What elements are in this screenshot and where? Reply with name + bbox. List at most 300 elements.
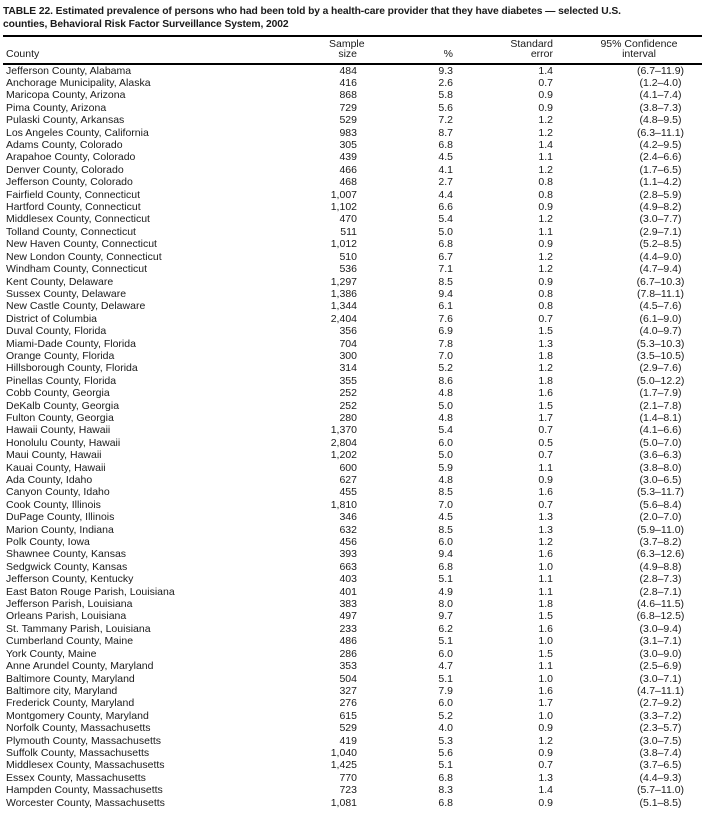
cell-standard-error: 0.9 [538, 722, 553, 735]
table-row [3, 263, 702, 275]
header-row [3, 37, 702, 64]
cell-standard-error: 1.1 [538, 461, 553, 474]
cell-county: Anne Arundel County, Maryland [6, 660, 154, 673]
cell-percent: 8.6 [438, 374, 453, 387]
cell-county: Jefferson County, Kentucky [6, 573, 134, 586]
cell-confidence-interval: (3.1–7.1) [639, 635, 682, 648]
cell-percent: 2.6 [438, 77, 453, 89]
cell-county: Jefferson Parish, Louisiana [6, 598, 133, 611]
cell-confidence-interval: (1.2–4.0) [639, 77, 682, 89]
cell-percent: 5.2 [438, 362, 453, 375]
cell-confidence-interval: (5.9–11.0) [636, 523, 685, 536]
table-row [3, 64, 702, 77]
cell-percent: 6.8 [438, 238, 453, 251]
cell-confidence-interval: (3.6–6.3) [639, 449, 682, 462]
cell-confidence-interval: (5.3–11.7) [636, 486, 685, 499]
cell-sample-size: 327 [339, 684, 357, 697]
cell-percent: 7.0 [438, 349, 453, 362]
cell-confidence-interval: (3.7–6.5) [639, 759, 682, 772]
cell-sample-size: 314 [339, 362, 357, 375]
cell-percent: 5.1 [438, 759, 453, 772]
table-body [3, 64, 702, 809]
cell-sample-size: 455 [339, 486, 357, 499]
cell-percent: 8.0 [438, 598, 453, 611]
cell-percent: 9.7 [438, 610, 453, 623]
table-row [3, 586, 702, 598]
cell-percent: 9.3 [438, 64, 453, 77]
cell-percent: 5.0 [438, 399, 453, 412]
cell-standard-error: 1.0 [538, 672, 553, 685]
cell-standard-error: 1.3 [538, 337, 553, 350]
cell-standard-error: 1.5 [538, 325, 553, 338]
cell-percent: 8.5 [438, 486, 453, 499]
cell-sample-size: 497 [339, 610, 357, 623]
table-row [3, 201, 702, 213]
cell-county: Pulaski County, Arkansas [6, 114, 125, 127]
cell-sample-size: 466 [339, 163, 357, 176]
cell-sample-size: 416 [339, 77, 357, 89]
col-header-std-line1: Standard [510, 38, 553, 50]
cell-county: St. Tammany Parish, Louisiana [6, 622, 151, 635]
cell-sample-size: 419 [339, 734, 357, 747]
cell-percent: 5.2 [438, 709, 453, 722]
cell-confidence-interval: (6.1–9.0) [639, 312, 682, 325]
cell-confidence-interval: (4.6–11.5) [636, 598, 685, 611]
cell-confidence-interval: (5.2–8.5) [639, 238, 682, 251]
cell-sample-size: 1,810 [330, 498, 357, 511]
cell-standard-error: 0.7 [538, 312, 553, 325]
table-row [3, 300, 702, 312]
table-row [3, 722, 702, 734]
cell-county: Kent County, Delaware [6, 275, 114, 288]
cell-percent: 4.8 [438, 411, 453, 424]
table-row [3, 759, 702, 771]
cell-county: Jefferson County, Colorado [6, 176, 133, 189]
cell-county: Essex County, Massachusetts [6, 771, 146, 784]
cell-sample-size: 704 [339, 337, 357, 350]
cell-confidence-interval: (3.0–9.4) [639, 622, 682, 635]
cell-percent: 4.4 [438, 188, 453, 201]
cell-standard-error: 1.2 [538, 163, 553, 176]
cell-county: Cobb County, Georgia [6, 387, 110, 400]
cell-county: New London County, Connecticut [6, 250, 162, 263]
table-row [3, 474, 702, 486]
table-row [3, 548, 702, 560]
cell-sample-size: 280 [339, 411, 357, 424]
cell-standard-error: 0.5 [538, 436, 553, 449]
cell-sample-size: 615 [339, 709, 357, 722]
cell-confidence-interval: (4.7–9.4) [639, 263, 682, 276]
cell-confidence-interval: (4.9–8.2) [639, 201, 682, 214]
cell-standard-error: 1.6 [538, 548, 553, 561]
cell-confidence-interval: (5.0–7.0) [639, 436, 682, 449]
table-row [3, 288, 702, 300]
cell-standard-error: 0.7 [538, 77, 553, 89]
cell-confidence-interval: (2.5–6.9) [639, 660, 682, 673]
cell-standard-error: 1.2 [538, 213, 553, 226]
cell-confidence-interval: (5.7–11.0) [636, 784, 685, 797]
cell-county: Pinellas County, Florida [6, 374, 117, 387]
cell-percent: 5.3 [438, 734, 453, 747]
table-row [3, 114, 702, 126]
cell-county: Miami-Dade County, Florida [6, 337, 136, 350]
cell-confidence-interval: (3.0–6.5) [639, 474, 682, 486]
cell-percent: 4.5 [438, 151, 453, 164]
cell-county: Montgomery County, Maryland [6, 709, 149, 722]
cell-standard-error: 1.3 [538, 771, 553, 784]
cell-standard-error: 0.9 [538, 796, 553, 809]
cell-county: New Castle County, Delaware [6, 300, 146, 313]
cell-standard-error: 1.2 [538, 536, 553, 549]
cell-confidence-interval: (6.8–12.5) [636, 610, 685, 623]
table-row [3, 449, 702, 461]
table-row [3, 89, 702, 101]
col-header-sample-line1: Sample [329, 38, 365, 50]
table-row [3, 735, 702, 747]
cell-sample-size: 346 [339, 511, 357, 524]
cell-sample-size: 1,012 [330, 238, 357, 251]
table-row [3, 276, 702, 288]
cell-sample-size: 600 [339, 461, 357, 474]
cell-county: Frederick County, Maryland [6, 697, 135, 710]
table-row [3, 127, 702, 139]
cell-percent: 7.6 [438, 312, 453, 325]
cell-sample-size: 305 [339, 139, 357, 152]
cell-standard-error: 0.7 [538, 759, 553, 772]
cell-percent: 5.1 [438, 672, 453, 685]
table-row [3, 412, 702, 424]
cell-percent: 5.4 [438, 213, 453, 226]
cell-county: Shawnee County, Kansas [6, 548, 127, 561]
table-row [3, 499, 702, 511]
cell-percent: 6.9 [438, 325, 453, 338]
table-row [3, 710, 702, 722]
cell-county: Suffolk County, Massachusetts [6, 746, 150, 759]
cell-percent: 5.9 [438, 461, 453, 474]
cell-standard-error: 1.4 [538, 64, 553, 77]
cell-sample-size: 300 [339, 349, 357, 362]
cell-confidence-interval: (2.8–5.9) [639, 188, 682, 201]
table-row [3, 350, 702, 362]
cell-sample-size: 983 [339, 126, 357, 139]
cell-county: New Haven County, Connecticut [6, 238, 157, 251]
cell-standard-error: 0.9 [538, 101, 553, 114]
cell-standard-error: 1.1 [538, 151, 553, 164]
cell-percent: 6.1 [438, 300, 453, 313]
cell-percent: 7.2 [438, 114, 453, 127]
cell-percent: 5.0 [438, 225, 453, 238]
cell-percent: 2.7 [438, 176, 453, 189]
cell-sample-size: 529 [339, 722, 357, 735]
cell-confidence-interval: (3.3–7.2) [639, 709, 682, 722]
cell-standard-error: 1.5 [538, 610, 553, 623]
table-row [3, 462, 702, 474]
cell-percent: 5.6 [438, 746, 453, 759]
cell-percent: 5.4 [438, 424, 453, 437]
cell-standard-error: 1.1 [538, 660, 553, 673]
cell-standard-error: 1.2 [538, 250, 553, 263]
cell-county: District of Columbia [6, 312, 98, 325]
cell-county: Windham County, Connecticut [6, 263, 148, 276]
cell-percent: 8.3 [438, 784, 453, 797]
cell-percent: 7.0 [438, 498, 453, 511]
cell-percent: 5.6 [438, 101, 453, 114]
cell-percent: 8.5 [438, 275, 453, 288]
cell-confidence-interval: (3.0–7.7) [639, 213, 682, 226]
cell-confidence-interval: (4.4–9.0) [639, 250, 682, 263]
cell-county: East Baton Rouge Parish, Louisiana [6, 585, 175, 598]
table-row [3, 139, 702, 151]
cell-sample-size: 356 [339, 325, 357, 338]
cell-percent: 6.7 [438, 250, 453, 263]
cell-percent: 9.4 [438, 548, 453, 561]
table-row [3, 673, 702, 685]
table-title-line2: counties, Behavioral Risk Factor Surveillance System, 2002 [3, 18, 289, 30]
cell-confidence-interval: (2.8–7.1) [639, 585, 682, 598]
cell-standard-error: 1.0 [538, 709, 553, 722]
table-row [3, 784, 702, 796]
cell-county: Sussex County, Delaware [6, 287, 127, 300]
table-title [3, 6, 702, 37]
cell-sample-size: 723 [339, 784, 357, 797]
table-row [3, 238, 702, 250]
table-row [3, 747, 702, 759]
table-row [3, 561, 702, 573]
cell-county: Jefferson County, Alabama [6, 64, 132, 77]
cell-percent: 6.8 [438, 771, 453, 784]
cell-percent: 6.2 [438, 622, 453, 635]
col-header-percent: % [361, 37, 454, 64]
cell-confidence-interval: (3.0–7.5) [639, 734, 682, 747]
cell-sample-size: 401 [339, 585, 357, 598]
cell-standard-error: 1.4 [538, 139, 553, 152]
cell-confidence-interval: (2.1–7.8) [639, 399, 682, 412]
table-row [3, 697, 702, 709]
cell-standard-error: 0.7 [538, 498, 553, 511]
cell-county: Tolland County, Connecticut [6, 225, 136, 238]
cell-county: York County, Maine [6, 647, 97, 660]
cell-standard-error: 0.8 [538, 287, 553, 300]
table-row [3, 772, 702, 784]
cell-standard-error: 0.9 [538, 201, 553, 214]
cell-county: Pima County, Arizona [6, 101, 107, 114]
cell-standard-error: 0.9 [538, 746, 553, 759]
cell-county: Fairfield County, Connecticut [6, 188, 141, 201]
cell-confidence-interval: (3.8–8.0) [639, 461, 682, 474]
cell-sample-size: 1,370 [330, 424, 357, 437]
cell-confidence-interval: (2.3–5.7) [639, 722, 682, 735]
table-row [3, 660, 702, 672]
cell-county: Plymouth County, Massachusetts [6, 734, 162, 747]
cell-standard-error: 1.4 [538, 784, 553, 797]
cell-county: Denver County, Colorado [6, 163, 124, 176]
cell-percent: 6.8 [438, 796, 453, 809]
cell-county: Hillsborough County, Florida [6, 362, 138, 375]
cell-county: Maricopa County, Arizona [6, 89, 126, 102]
cell-confidence-interval: (6.3–11.1) [636, 126, 685, 139]
table-row [3, 685, 702, 697]
table-row [3, 400, 702, 412]
cell-confidence-interval: (4.1–6.6) [639, 424, 682, 437]
cell-county: Duval County, Florida [6, 325, 107, 338]
cell-percent: 7.1 [438, 263, 453, 276]
cell-confidence-interval: (1.7–7.9) [639, 387, 682, 400]
cell-standard-error: 1.6 [538, 486, 553, 499]
cell-standard-error: 1.8 [538, 598, 553, 611]
cell-percent: 4.8 [438, 474, 453, 486]
cell-standard-error: 1.6 [538, 684, 553, 697]
cell-percent: 5.1 [438, 635, 453, 648]
cell-sample-size: 1,425 [330, 759, 357, 772]
cell-standard-error: 1.5 [538, 399, 553, 412]
cell-county: Maui County, Hawaii [6, 449, 102, 462]
cell-sample-size: 663 [339, 560, 357, 573]
cell-standard-error: 1.8 [538, 349, 553, 362]
cell-percent: 4.0 [438, 722, 453, 735]
cell-sample-size: 632 [339, 523, 357, 536]
cell-sample-size: 1,102 [330, 201, 357, 214]
cell-confidence-interval: (4.2–9.5) [639, 139, 682, 152]
cell-standard-error: 1.2 [538, 126, 553, 139]
cell-confidence-interval: (2.9–7.1) [639, 225, 682, 238]
cell-county: Cook County, Illinois [6, 498, 101, 511]
cell-standard-error: 0.7 [538, 449, 553, 462]
cell-confidence-interval: (4.4–9.3) [639, 771, 682, 784]
cell-standard-error: 1.6 [538, 387, 553, 400]
cell-confidence-interval: (6.3–12.6) [636, 548, 685, 561]
cell-sample-size: 252 [339, 399, 357, 412]
cell-sample-size: 470 [339, 213, 357, 226]
table-row [3, 164, 702, 176]
col-header-confidence-interval [554, 37, 702, 64]
cell-county: DeKalb County, Georgia [6, 399, 120, 412]
cell-standard-error: 1.1 [538, 585, 553, 598]
table-row [3, 437, 702, 449]
table-row [3, 648, 702, 660]
cell-confidence-interval: (5.0–12.2) [636, 374, 685, 387]
cell-confidence-interval: (2.4–6.6) [639, 151, 682, 164]
cell-sample-size: 1,386 [330, 287, 357, 300]
cell-sample-size: 536 [339, 263, 357, 276]
cell-county: DuPage County, Illinois [6, 511, 115, 524]
cell-sample-size: 403 [339, 573, 357, 586]
cell-standard-error: 1.2 [538, 263, 553, 276]
cell-county: Polk County, Iowa [6, 536, 90, 549]
cell-percent: 7.8 [438, 337, 453, 350]
cell-percent: 4.7 [438, 660, 453, 673]
cell-standard-error: 1.3 [538, 523, 553, 536]
cell-percent: 6.0 [438, 436, 453, 449]
col-header-county: County [3, 37, 329, 64]
cell-percent: 9.4 [438, 287, 453, 300]
cell-county: Hawaii County, Hawaii [6, 424, 111, 437]
table-row [3, 635, 702, 647]
cell-sample-size: 1,202 [330, 449, 357, 462]
cell-confidence-interval: (6.7–10.3) [636, 275, 685, 288]
cell-sample-size: 355 [339, 374, 357, 387]
cell-sample-size: 868 [339, 89, 357, 102]
cell-confidence-interval: (4.1–7.4) [639, 89, 682, 102]
cell-percent: 4.5 [438, 511, 453, 524]
cell-confidence-interval: (4.5–7.6) [639, 300, 682, 313]
cell-sample-size: 2,804 [330, 436, 357, 449]
table-row [3, 511, 702, 523]
cell-standard-error: 1.0 [538, 560, 553, 573]
cell-confidence-interval: (3.8–7.3) [639, 101, 682, 114]
table-row [3, 77, 702, 89]
cell-sample-size: 1,344 [330, 300, 357, 313]
cell-county: Baltimore County, Maryland [6, 672, 135, 685]
cell-county: Sedgwick County, Kansas [6, 560, 128, 573]
cell-county: Hartford County, Connecticut [6, 201, 141, 214]
cell-county: Worcester County, Massachusetts [6, 796, 165, 809]
cell-standard-error: 1.0 [538, 635, 553, 648]
table-row [3, 524, 702, 536]
table-row [3, 251, 702, 263]
cell-confidence-interval: (4.7–11.1) [636, 684, 685, 697]
table-row [3, 189, 702, 201]
cell-confidence-interval: (5.1–8.5) [639, 796, 682, 809]
cell-percent: 6.6 [438, 201, 453, 214]
table-row [3, 797, 702, 809]
cell-standard-error: 0.9 [538, 474, 553, 486]
cell-confidence-interval: (4.8–9.5) [639, 114, 682, 127]
table-row [3, 424, 702, 436]
cell-standard-error: 0.8 [538, 188, 553, 201]
table-row [3, 573, 702, 585]
table-row [3, 338, 702, 350]
cell-standard-error: 1.7 [538, 411, 553, 424]
cell-percent: 8.7 [438, 126, 453, 139]
cell-sample-size: 456 [339, 536, 357, 549]
cell-standard-error: 1.2 [538, 362, 553, 375]
cell-confidence-interval: (2.9–7.6) [639, 362, 682, 375]
cell-sample-size: 468 [339, 176, 357, 189]
cell-sample-size: 1,007 [330, 188, 357, 201]
cell-county: Hampden County, Massachusetts [6, 784, 163, 797]
cell-percent: 8.5 [438, 523, 453, 536]
cell-percent: 6.0 [438, 697, 453, 710]
cell-county: Fulton County, Georgia [6, 411, 114, 424]
cell-sample-size: 353 [339, 660, 357, 673]
prevalence-table [3, 37, 702, 809]
cell-sample-size: 1,081 [330, 796, 357, 809]
table-row [3, 151, 702, 163]
table-row [3, 387, 702, 399]
cell-confidence-interval: (3.8–7.4) [639, 746, 682, 759]
table-row [3, 375, 702, 387]
cell-sample-size: 729 [339, 101, 357, 114]
cell-percent: 6.0 [438, 647, 453, 660]
cell-confidence-interval: (4.0–9.7) [639, 325, 682, 338]
cell-county: Cumberland County, Maine [6, 635, 134, 648]
cell-county: Los Angeles County, California [6, 126, 149, 139]
cell-percent: 6.0 [438, 536, 453, 549]
cell-county: Orange County, Florida [6, 349, 115, 362]
cell-sample-size: 233 [339, 622, 357, 635]
cell-county: Canyon County, Idaho [6, 486, 110, 499]
cell-percent: 4.1 [438, 163, 453, 176]
cell-standard-error: 1.2 [538, 734, 553, 747]
table-row [3, 325, 702, 337]
cell-sample-size: 439 [339, 151, 357, 164]
cell-sample-size: 510 [339, 250, 357, 263]
cell-confidence-interval: (3.0–7.1) [639, 672, 682, 685]
cell-confidence-interval: (6.7–11.9) [636, 64, 685, 77]
cell-standard-error: 0.9 [538, 238, 553, 251]
table-row [3, 226, 702, 238]
cell-standard-error: 0.9 [538, 275, 553, 288]
